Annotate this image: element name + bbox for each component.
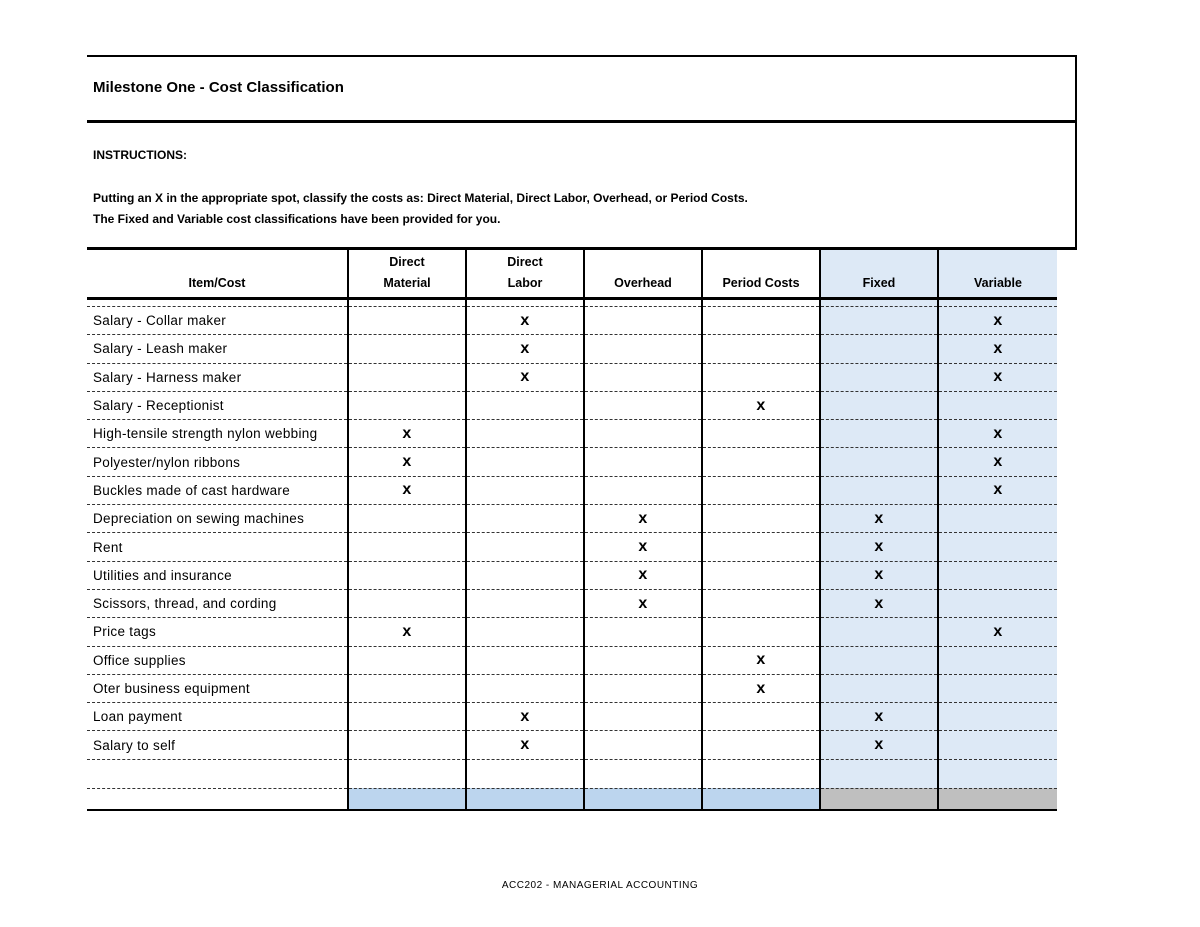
cell-overhead — [584, 448, 702, 476]
cell-direct-material — [348, 391, 466, 419]
cell-fixed — [820, 476, 938, 504]
cell-direct-material — [348, 646, 466, 674]
cell-item: Buckles made of cast hardware — [87, 476, 348, 504]
table-row — [87, 420, 1057, 448]
cell-direct-material — [348, 703, 466, 731]
empty-row — [87, 759, 1057, 788]
total-cell — [938, 788, 1057, 810]
table-row — [87, 674, 1057, 702]
cell-period-costs: x — [702, 674, 820, 702]
cell-direct-labor — [466, 561, 584, 589]
cell-direct-labor — [466, 646, 584, 674]
table-header-row — [87, 250, 1057, 299]
table-row — [87, 618, 1057, 646]
header-line: Direct — [389, 255, 425, 269]
cell-period-costs — [702, 731, 820, 759]
cell-period-costs — [702, 589, 820, 617]
instructions-text — [93, 188, 748, 230]
worksheet — [87, 55, 1077, 820]
total-cell — [820, 788, 938, 810]
cell-direct-labor — [466, 391, 584, 419]
header-line: Material — [383, 276, 431, 290]
cell-period-costs — [702, 363, 820, 391]
cell-direct-material: x — [348, 476, 466, 504]
table-row — [87, 561, 1057, 589]
instructions-line-1: Putting an X in the appropriate spot, classify the costs as: Direct Material, Direct Labor, Overhead, or Period Costs. — [93, 191, 748, 205]
cell-period-costs — [702, 307, 820, 335]
cell — [348, 299, 466, 307]
cell-variable: x — [938, 363, 1057, 391]
page-title: Milestone One - Cost Classification — [93, 79, 344, 96]
cell-direct-labor — [466, 505, 584, 533]
cell-fixed: x — [820, 561, 938, 589]
cell-item: Polyester/nylon ribbons — [87, 448, 348, 476]
cell-overhead — [584, 674, 702, 702]
cell-direct-labor — [466, 589, 584, 617]
cell-direct-labor — [466, 448, 584, 476]
total-cell — [702, 788, 820, 810]
cell-item: Scissors, thread, and cording — [87, 589, 348, 617]
cell-overhead — [584, 618, 702, 646]
cell-variable — [938, 646, 1057, 674]
cell-period-costs — [702, 420, 820, 448]
cell-overhead — [584, 335, 702, 363]
cell-period-costs: x — [702, 391, 820, 419]
cell-direct-labor — [466, 476, 584, 504]
cell-variable — [938, 674, 1057, 702]
cell-direct-labor — [466, 533, 584, 561]
table-row — [87, 533, 1057, 561]
cell — [584, 759, 702, 788]
column-header-direct-labor — [466, 250, 584, 299]
cell-direct-material — [348, 674, 466, 702]
cell-period-costs — [702, 533, 820, 561]
table-row — [87, 731, 1057, 759]
column-header-direct-material — [348, 250, 466, 299]
cell-period-costs — [702, 561, 820, 589]
cell-item: Office supplies — [87, 646, 348, 674]
cell-fixed — [820, 363, 938, 391]
cell-fixed — [820, 420, 938, 448]
cell-item: Salary - Leash maker — [87, 335, 348, 363]
table-row — [87, 335, 1057, 363]
cell-period-costs — [702, 448, 820, 476]
cell — [702, 759, 820, 788]
cell-direct-labor — [466, 420, 584, 448]
cell-period-costs — [702, 703, 820, 731]
cell-overhead: x — [584, 533, 702, 561]
cell-direct-material: x — [348, 618, 466, 646]
header-line: Direct — [507, 255, 543, 269]
cell-fixed: x — [820, 505, 938, 533]
cell-item: Salary to self — [87, 731, 348, 759]
header-line: Labor — [507, 276, 543, 290]
cell-variable: x — [938, 307, 1057, 335]
cell — [820, 299, 938, 307]
cell-item: Rent — [87, 533, 348, 561]
cell-variable: x — [938, 476, 1057, 504]
cell-direct-labor: x — [466, 703, 584, 731]
cell-variable — [938, 561, 1057, 589]
spacer-row — [87, 299, 1057, 307]
table-row — [87, 476, 1057, 504]
cell-fixed — [820, 448, 938, 476]
table-row — [87, 589, 1057, 617]
cell-fixed — [820, 674, 938, 702]
right-border — [1075, 55, 1077, 248]
total-cell — [87, 788, 348, 810]
total-cell — [466, 788, 584, 810]
cell-fixed: x — [820, 589, 938, 617]
cell-overhead — [584, 307, 702, 335]
cell-fixed — [820, 391, 938, 419]
cell-direct-labor: x — [466, 363, 584, 391]
cell-direct-material — [348, 731, 466, 759]
cell-direct-labor: x — [466, 307, 584, 335]
cell-variable: x — [938, 335, 1057, 363]
cell-item: Utilities and insurance — [87, 561, 348, 589]
column-header-item: Item/Cost — [87, 250, 348, 299]
cell-overhead — [584, 703, 702, 731]
cell-fixed: x — [820, 703, 938, 731]
table-row — [87, 505, 1057, 533]
column-header-variable: Variable — [938, 250, 1057, 299]
cell-overhead — [584, 420, 702, 448]
cell-direct-labor — [466, 618, 584, 646]
cell-direct-material — [348, 589, 466, 617]
cell — [466, 759, 584, 788]
instructions-heading: INSTRUCTIONS: — [93, 148, 187, 162]
cell-variable — [938, 703, 1057, 731]
cell — [87, 299, 348, 307]
cell-overhead — [584, 731, 702, 759]
cell — [938, 299, 1057, 307]
cell-item: Salary - Collar maker — [87, 307, 348, 335]
table-row — [87, 703, 1057, 731]
cell — [938, 759, 1057, 788]
cell-item: Salary - Harness maker — [87, 363, 348, 391]
cell-direct-material: x — [348, 448, 466, 476]
cell-fixed — [820, 307, 938, 335]
cell-variable: x — [938, 420, 1057, 448]
cell-item: Loan payment — [87, 703, 348, 731]
cell-direct-material — [348, 307, 466, 335]
cell-overhead — [584, 646, 702, 674]
cell-direct-material — [348, 363, 466, 391]
cell — [348, 759, 466, 788]
cell-variable — [938, 391, 1057, 419]
table-row — [87, 307, 1057, 335]
cell-variable — [938, 731, 1057, 759]
cell — [87, 759, 348, 788]
cell-period-costs — [702, 505, 820, 533]
cell-overhead: x — [584, 505, 702, 533]
cell-direct-material: x — [348, 420, 466, 448]
cell — [820, 759, 938, 788]
total-row — [87, 788, 1057, 810]
cell-item: Depreciation on sewing machines — [87, 505, 348, 533]
cost-classification-table — [87, 250, 1057, 811]
cell-direct-material — [348, 505, 466, 533]
cell-item: Oter business equipment — [87, 674, 348, 702]
cell-direct-material — [348, 335, 466, 363]
cell-variable: x — [938, 618, 1057, 646]
cell-period-costs — [702, 476, 820, 504]
cell-period-costs — [702, 335, 820, 363]
cell — [466, 299, 584, 307]
instructions-line-2: The Fixed and Variable cost classifications have been provided for you. — [93, 212, 501, 226]
cell-item: High-tensile strength nylon webbing — [87, 420, 348, 448]
cell-direct-labor: x — [466, 335, 584, 363]
column-header-period-costs: Period Costs — [702, 250, 820, 299]
divider — [87, 120, 1077, 123]
total-cell — [584, 788, 702, 810]
cell-direct-labor — [466, 674, 584, 702]
cell-fixed — [820, 335, 938, 363]
cell-period-costs: x — [702, 646, 820, 674]
cell-overhead: x — [584, 561, 702, 589]
cell-overhead: x — [584, 589, 702, 617]
cell-fixed: x — [820, 533, 938, 561]
top-border — [87, 55, 1077, 57]
table-row — [87, 448, 1057, 476]
table-row — [87, 391, 1057, 419]
total-cell — [348, 788, 466, 810]
cell-variable — [938, 505, 1057, 533]
cell-fixed — [820, 618, 938, 646]
cell — [584, 299, 702, 307]
column-header-overhead: Overhead — [584, 250, 702, 299]
column-header-fixed: Fixed — [820, 250, 938, 299]
cell-direct-material — [348, 561, 466, 589]
page-footer: ACC202 - MANAGERIAL ACCOUNTING — [501, 880, 699, 891]
cell-overhead — [584, 476, 702, 504]
cell-direct-labor: x — [466, 731, 584, 759]
table-row — [87, 646, 1057, 674]
cell-variable — [938, 589, 1057, 617]
cell-variable — [938, 533, 1057, 561]
cell-item: Price tags — [87, 618, 348, 646]
table-row — [87, 363, 1057, 391]
cell-period-costs — [702, 618, 820, 646]
cell-fixed — [820, 646, 938, 674]
cell-overhead — [584, 363, 702, 391]
cell-direct-material — [348, 533, 466, 561]
cell — [702, 299, 820, 307]
cell-variable: x — [938, 448, 1057, 476]
cell-item: Salary - Receptionist — [87, 391, 348, 419]
cell-fixed: x — [820, 731, 938, 759]
cell-overhead — [584, 391, 702, 419]
